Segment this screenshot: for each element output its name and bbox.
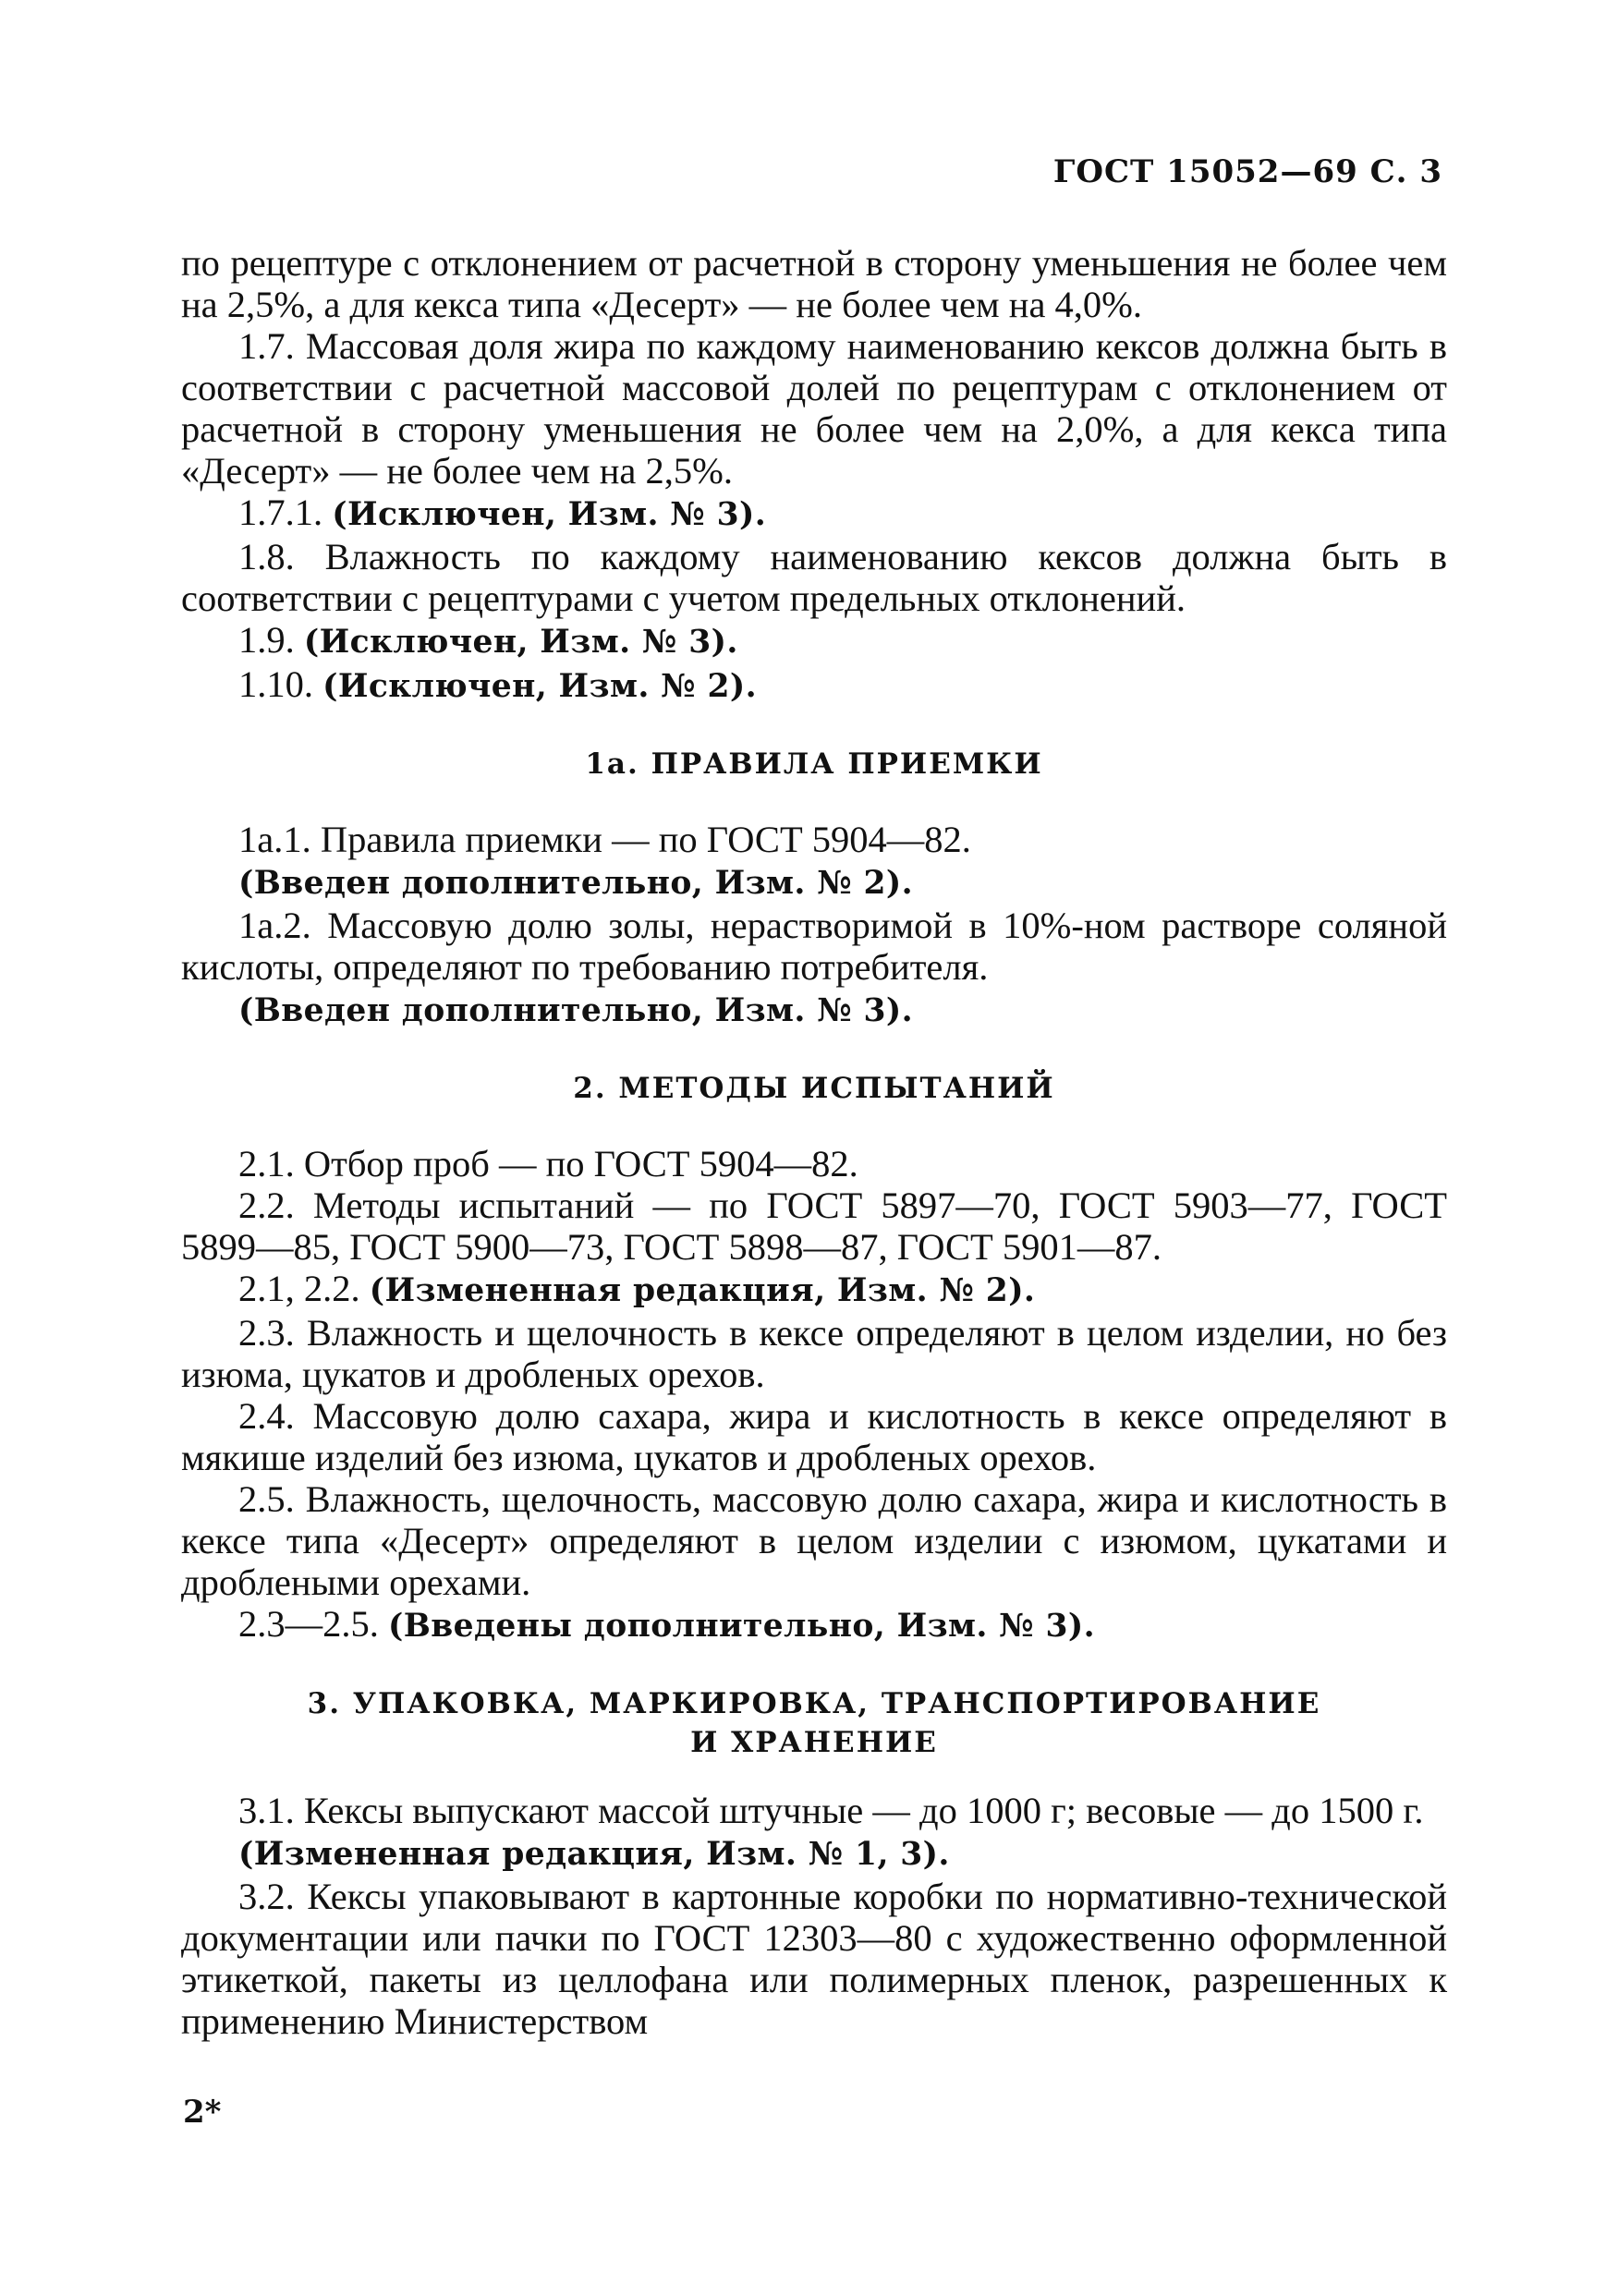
paragraph-2-2: 2.2. Методы испытаний — по ГОСТ 5897—70, ГОСТ 5903—77, ГОСТ 5899—85, ГОСТ 5900—73, ГОСТ 5898—87, ГОСТ 5901—87. <box>181 1184 1447 1268</box>
paragraph-1-8: 1.8. Влажность по каждому наименованию кексов должна быть в соответствии с рецептурами с учетом предельных отклонений. <box>181 536 1447 619</box>
amendment-note: (Введены дополнительно, Изм. № 3). <box>388 1608 1096 1645</box>
clause-number: 1.9. <box>238 619 295 661</box>
paragraph-1-10 <box>181 663 1447 708</box>
paragraph-1a-2: 1а.2. Массовую долю золы, нерастворимой в 10%-ном растворе соляной кислоты, определяют по требованию потребителя. <box>181 905 1447 988</box>
paragraph-2-5: 2.5. Влажность, щелочность, массовую долю сахара, жира и кислотность в кексе типа «Десерт» определяют в целом изделии с изюмом, цукатами и дроблеными орехами. <box>181 1478 1447 1603</box>
paragraph-2-1-2-2 <box>181 1268 1447 1312</box>
section-heading-3-continued: И ХРАНЕНИЕ <box>690 1726 938 1759</box>
amendment-note: (Введен дополнительно, Изм. № 2). <box>238 865 914 902</box>
section-heading-1a: 1а. ПРАВИЛА ПРИЕМКИ <box>585 747 1043 781</box>
paragraph-3-1-note <box>181 1831 1447 1876</box>
paragraph-continuation: по рецептуре с отклонением от расчетной в сторону уменьшения не более чем на 2,5%, а для кекса типа «Десерт» — не более чем на 4,0%. <box>181 242 1447 325</box>
amendment-note: (Исключен, Изм. № 2). <box>322 668 757 705</box>
amendment-note: (Исключен, Изм. № 3). <box>332 496 767 533</box>
paragraph-1a-1-note <box>181 860 1447 905</box>
paragraph-1-7-1 <box>181 492 1447 536</box>
paragraph-2-4: 2.4. Массовую долю сахара, жира и кислотность в кексе определяют в мякише изделий без изюма, цукатов и дробленых орехов. <box>181 1395 1447 1478</box>
paragraph-3-1: 3.1. Кексы выпускают массой штучные — до 1000 г; весовые — до 1500 г. <box>238 1790 1424 1831</box>
document-body <box>181 242 1447 2042</box>
signature-mark: 2* <box>183 2094 222 2131</box>
amendment-note: (Исключен, Изм. № 3). <box>303 624 738 661</box>
clause-number: 2.3—2.5. <box>238 1603 379 1645</box>
clause-number: 1.7.1. <box>238 492 323 533</box>
paragraph-2-3: 2.3. Влажность и щелочность в кексе определяют в целом изделии, но без изюма, цукатов и дробленых орехов. <box>181 1312 1447 1395</box>
section-heading-3: 3. УПАКОВКА, МАРКИРОВКА, ТРАНСПОРТИРОВАНИЕ <box>307 1687 1321 1720</box>
paragraph-1-9 <box>181 619 1447 663</box>
paragraph-1a-2-note <box>181 988 1447 1032</box>
paragraph-2-1: 2.1. Отбор проб — по ГОСТ 5904—82. <box>238 1143 858 1184</box>
paragraph-1-7: 1.7. Массовая доля жира по каждому наименованию кексов должна быть в соответствии с расчетной массовой долей по рецептурам с отклонением от расчетной в сторону уменьшения не более чем на 2,0%, а для кекса типа «Десерт» — не более чем на 2,5%. <box>181 325 1447 492</box>
amendment-note: (Измененная редакция, Изм. № 2). <box>369 1272 1036 1309</box>
clause-number: 2.1, 2.2. <box>238 1268 360 1309</box>
clause-number: 1.10. <box>238 663 313 705</box>
paragraph-2-3-2-5 <box>181 1603 1447 1647</box>
section-heading-2: 2. МЕТОДЫ ИСПЫТАНИЙ <box>573 1072 1055 1105</box>
paragraph-3-2: 3.2. Кексы упаковывают в картонные коробки по нормативно-технической документации или пачки по ГОСТ 12303—80 с художественно оформленной этикеткой, пакеты из целлофана или полимерных пленок, разрешенных к применению Министерством <box>181 1876 1447 2042</box>
page-header: ГОСТ 15052—69 С. 3 <box>1052 153 1442 190</box>
amendment-note: (Измененная редакция, Изм. № 1, 3). <box>238 1836 950 1873</box>
amendment-note: (Введен дополнительно, Изм. № 3). <box>238 992 914 1029</box>
paragraph-1a-1: 1а.1. Правила приемки — по ГОСТ 5904—82. <box>238 819 971 860</box>
